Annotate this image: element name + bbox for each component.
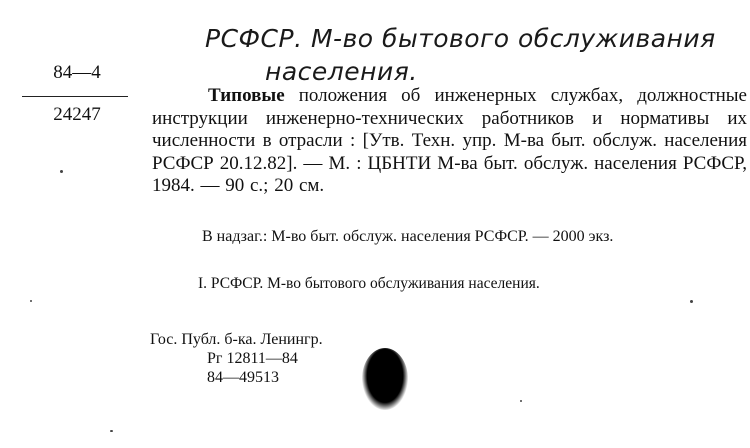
library-accession: Рг 12811—84 bbox=[207, 350, 298, 367]
entry-title-rest: положения об инженерных службах, должностные инструкции инженерно-технических работников и нормативы их численности в отрасли : [Утв. Техн. упр. М-ва быт. обслуж. населения РСФСР 20.12.82]. — М. : ЦБНТИ М-ва быт. обслуж. населения РСФСР, 1984. — 90 с.; 20 см. bbox=[152, 85, 747, 196]
library-number: 84—49513 bbox=[207, 369, 279, 386]
handwritten-line-1: РСФСР. М-во бытового обслуживания bbox=[205, 24, 716, 53]
handwritten-line-2: населения. bbox=[265, 57, 418, 86]
speck bbox=[30, 300, 32, 302]
series-note: В надзаг.: М-во быт. обслуж. населения РСФСР. — 2000 экз. bbox=[202, 228, 614, 245]
library-stamp bbox=[150, 330, 323, 387]
call-number-top: 84—4 bbox=[53, 62, 101, 83]
entry-title-lead: Типовые bbox=[208, 85, 285, 106]
library-name: Гос. Публ. б-ка. Ленингр. bbox=[150, 331, 323, 348]
speck bbox=[690, 300, 693, 303]
call-number-divider bbox=[22, 96, 128, 97]
subject-heading: I. РСФСР. М-во бытового обслуживания населения. bbox=[198, 275, 540, 292]
speck bbox=[520, 400, 522, 402]
ink-blot bbox=[362, 348, 408, 410]
handwritten-heading bbox=[205, 22, 750, 88]
bibliographic-entry bbox=[152, 85, 747, 198]
speck bbox=[60, 170, 63, 173]
call-number-bottom: 24247 bbox=[53, 104, 101, 125]
entry-text bbox=[152, 85, 747, 198]
speck bbox=[110, 430, 113, 432]
